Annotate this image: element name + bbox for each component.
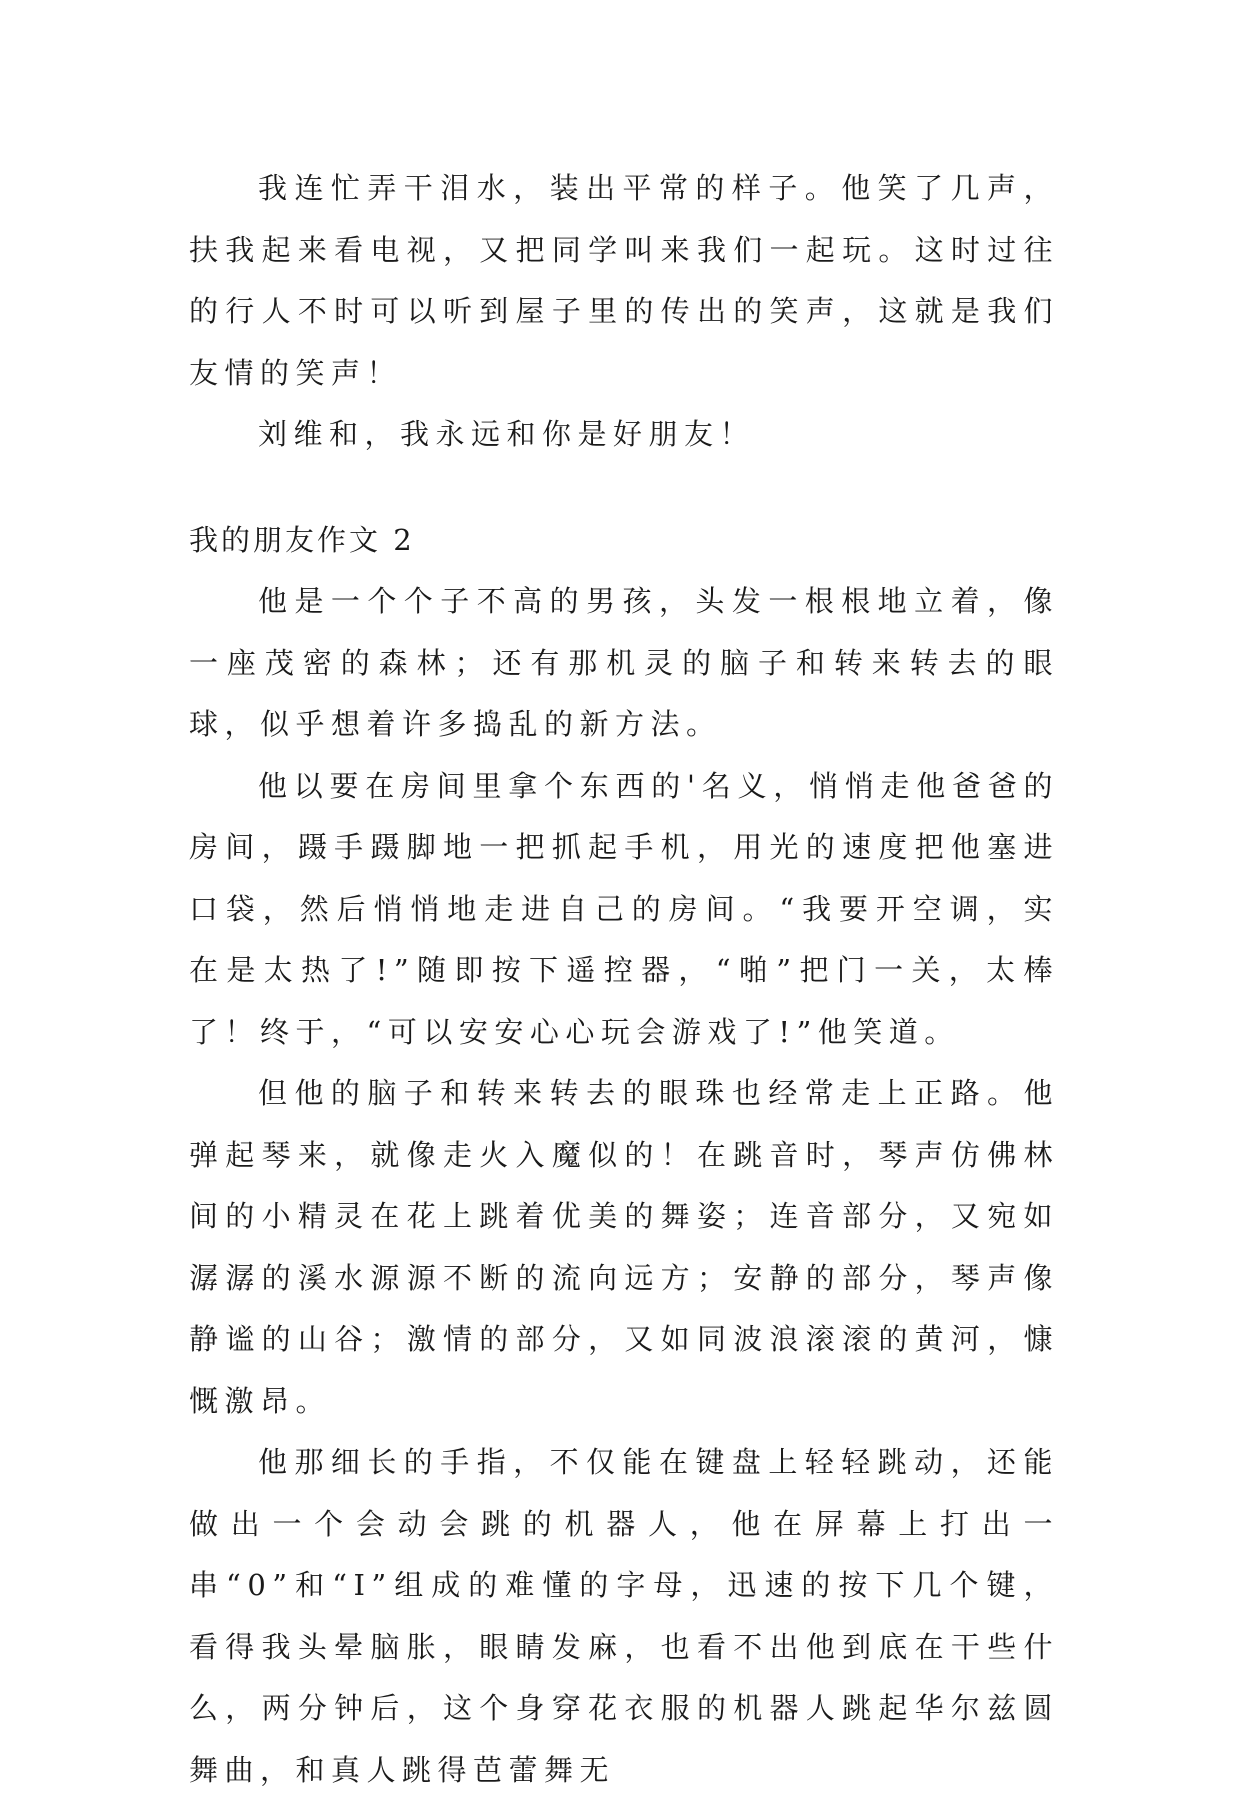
paragraph: 刘维和，我永远和你是好朋友！ (189, 404, 1059, 466)
essay-1-ending (189, 158, 1059, 466)
paragraph: 他以要在房间里拿个东西的'名义，悄悄走他爸爸的房间，蹑手蹑脚地一把抓起手机，用光的速度把他塞进口袋，然后悄悄地走进自己的房间。“我要开空调，实在是太热了!”随即按下遥控器，“啪”把门一关，太棒了！终于，“可以安安心心玩会游戏了!”他笑道。 (189, 756, 1059, 1064)
essay-2 (189, 510, 1059, 1801)
paragraph: 但他的脑子和转来转去的眼珠也经常走上正路。他弹起琴来，就像走火入魔似的！在跳音时，琴声仿佛林间的小精灵在花上跳着优美的舞姿；连音部分，又宛如潺潺的溪水源源不断的流向远方；安静的部分，琴声像静谧的山谷；激情的部分，又如同波浪滚滚的黄河，慷慨激昂。 (189, 1063, 1059, 1432)
paragraph: 他那细长的手指，不仅能在键盘上轻轻跳动，还能做出一个会动会跳的机器人，他在屏幕上打出一串“0”和“I”组成的难懂的字母，迅速的按下几个键，看得我头晕脑胀，眼睛发麻，也看不出他到底在干些什么，两分钟后，这个身穿花衣服的机器人跳起华尔兹圆舞曲，和真人跳得芭蕾舞无 (189, 1432, 1059, 1801)
paragraph: 他是一个个子不高的男孩，头发一根根地立着，像一座茂密的森林；还有那机灵的脑子和转来转去的眼球，似乎想着许多捣乱的新方法。 (189, 571, 1059, 756)
essay-title: 我的朋友作文 2 (189, 510, 1059, 572)
paragraph: 我连忙弄干泪水，装出平常的样子。他笑了几声，扶我起来看电视，又把同学叫来我们一起玩。这时过往的行人不时可以听到屋子里的传出的笑声，这就是我们友情的笑声！ (189, 158, 1059, 404)
document-body (189, 158, 1059, 1801)
